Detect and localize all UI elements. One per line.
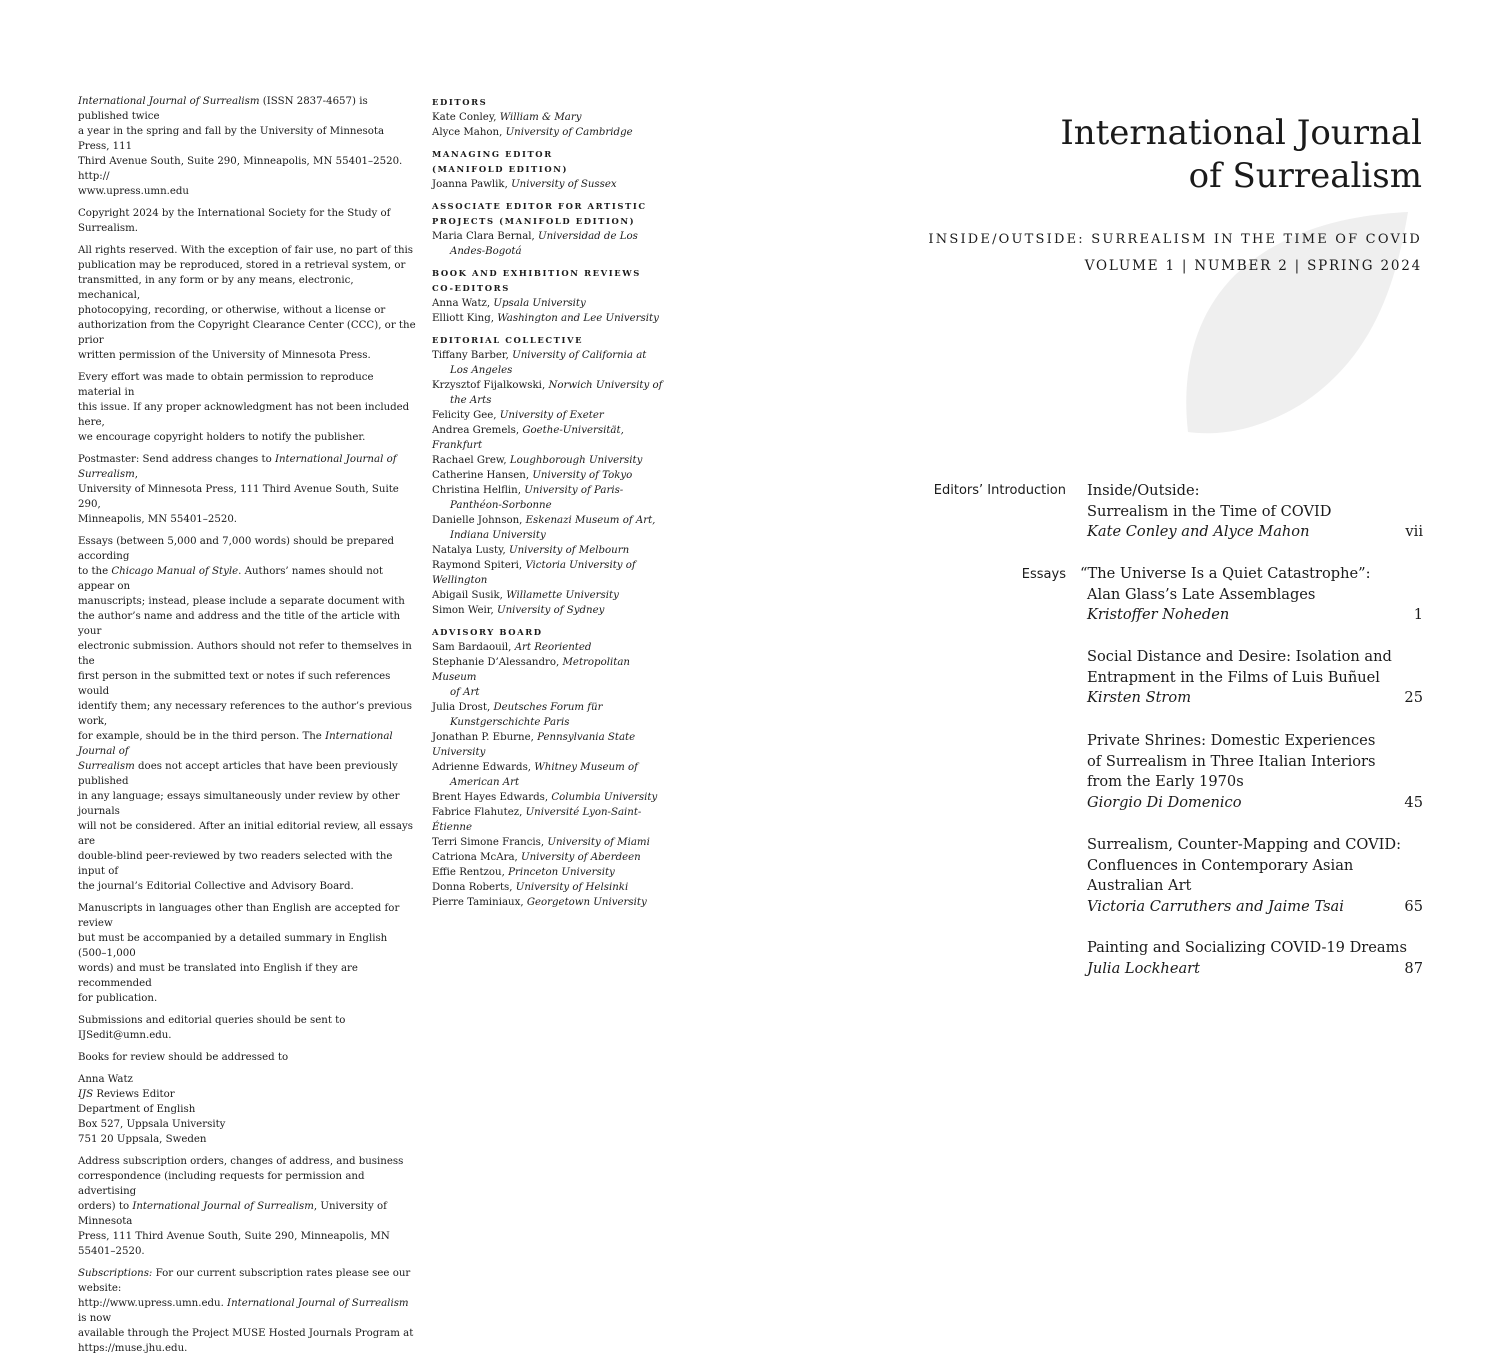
toc-entry	[1087, 647, 1423, 709]
toc-entry-title-line: Private Shrines: Domestic Experiences	[1087, 732, 1376, 749]
imprint-line: correspondence (including requests for permission and advertising	[78, 1171, 365, 1197]
imprint-line: electronic submission. Authors should not refer to themselves in the	[78, 641, 412, 667]
toc-entry-title-line: Inside/Outside:	[1087, 482, 1200, 499]
masthead-entry	[432, 311, 667, 326]
imprint-line: the journal’s Editorial Collective and Advisory Board.	[78, 881, 354, 892]
imprint-line: International Journal of Surrealism (ISSN 2837-4657) is published twice	[78, 96, 368, 122]
imprint-line: Submissions and editorial queries should be sent to IJSedit@umn.edu.	[78, 1015, 346, 1041]
masthead-affiliation: Georgetown University	[526, 897, 647, 908]
masthead-name: Abigail Susik,	[432, 590, 503, 601]
imprint-line: www.upress.umn.edu	[78, 186, 189, 197]
masthead-affiliation: Eskenazi Museum of Art,	[525, 515, 656, 526]
imprint-line: manuscripts; instead, please include a separate document with	[78, 596, 405, 607]
masthead-affiliation: Deutsches Forum für	[493, 702, 603, 713]
masthead-entry	[432, 229, 667, 259]
masthead-name: Donna Roberts,	[432, 882, 513, 893]
toc-entry	[1087, 835, 1423, 918]
masthead-name: Stephanie D’Alessandro,	[432, 657, 560, 668]
masthead-entry	[432, 125, 667, 140]
masthead-entry	[432, 177, 667, 192]
imprint-line: Anna Watz	[78, 1074, 133, 1085]
masthead-name: Sam Bardaouil,	[432, 642, 512, 653]
masthead-affiliation: Goethe-Universität, Frankfurt	[432, 425, 624, 451]
imprint-line: this issue. If any proper acknowledgment has not been included here,	[78, 402, 410, 428]
issue-volume: VOLUME 1 | NUMBER 2 | SPRING 2024	[1084, 258, 1422, 274]
masthead-entry	[432, 468, 667, 483]
masthead-section-heading: (MANIFOLD EDITION)	[432, 164, 569, 174]
imprint-line: for publication.	[78, 993, 158, 1004]
imprint-paragraph	[78, 1072, 418, 1147]
masthead-entry	[432, 835, 667, 850]
imprint-line: Surrealism does not accept articles that have been previously published	[78, 761, 398, 787]
masthead-affiliation: American Art	[450, 777, 520, 788]
imprint-line: publication may be reproduced, stored in a retrieval system, or	[78, 260, 406, 271]
masthead-entry	[432, 865, 667, 880]
imprint-paragraph	[78, 1266, 418, 1356]
toc-entry	[1087, 938, 1423, 979]
masthead-name: Rachael Grew,	[432, 455, 507, 466]
imprint-line: Third Avenue South, Suite 290, Minneapolis, MN 55401–2520. http://	[78, 156, 403, 182]
masthead-affiliation: University of Sydney	[497, 605, 605, 616]
masthead-affiliation: Willamette University	[506, 590, 619, 601]
imprint-line: available through the Project MUSE Hosted Journals Program at	[78, 1328, 414, 1339]
masthead-section-heading: ASSOCIATE EDITOR FOR ARTISTIC	[432, 201, 647, 211]
masthead-entry	[432, 378, 667, 408]
imprint-line: All rights reserved. With the exception of fair use, no part of this	[78, 245, 414, 256]
masthead-name: Julia Drost,	[432, 702, 491, 713]
masthead-entry	[432, 895, 667, 910]
imprint-line: Postmaster: Send address changes to International Journal of Surrealism,	[78, 454, 397, 480]
toc-entry-page-number: 65	[1404, 898, 1423, 916]
toc-entry-author: Kirsten Strom	[1087, 689, 1192, 707]
masthead-affiliation: Pennsylvania State University	[432, 732, 636, 758]
masthead-affiliation: of Art	[450, 687, 480, 698]
masthead-section-heading: EDITORS	[432, 97, 488, 107]
masthead-section-heading: PROJECTS (MANIFOLD EDITION)	[432, 216, 636, 226]
masthead-entry	[432, 588, 667, 603]
toc-entry-title-line: Confluences in Contemporary Asian	[1087, 856, 1354, 874]
masthead-affiliation: Washington and Lee University	[497, 313, 659, 324]
imprint-line: will not be considered. After an initial editorial review, all essays are	[78, 821, 413, 847]
masthead-name: Adrienne Edwards,	[432, 762, 532, 773]
masthead-section	[432, 625, 667, 910]
masthead-affiliation: Upsala University	[493, 298, 586, 309]
imprint-line: words) and must be translated into English if they are recommended	[78, 963, 358, 989]
masthead-name: Joanna Pawlik,	[432, 179, 508, 190]
toc-entry-page-number: 1	[1413, 606, 1423, 624]
imprint-line: Essays (between 5,000 and 7,000 words) should be prepared according	[78, 536, 394, 562]
toc-section-essays: Essays	[1021, 567, 1066, 582]
masthead-entry	[432, 543, 667, 558]
imprint-line: IJS Reviews Editor	[78, 1089, 175, 1100]
masthead-entry	[432, 558, 667, 588]
masthead-name: Natalya Lusty,	[432, 545, 506, 556]
imprint-line: the author’s name and address and the title of the article with your	[78, 611, 401, 637]
imprint-line: Minneapolis, MN 55401–2520.	[78, 514, 238, 525]
masthead-section	[432, 266, 667, 326]
imprint-paragraph	[78, 534, 418, 894]
masthead-entry	[432, 483, 667, 513]
masthead-name: Krzysztof Fijalkowski,	[432, 380, 546, 391]
imprint-line: Surrealism.	[78, 223, 139, 234]
imprint-paragraph	[78, 1013, 418, 1043]
masthead-name: Raymond Spiteri,	[432, 560, 523, 571]
masthead-section	[432, 95, 667, 140]
masthead-name: Alyce Mahon,	[432, 127, 503, 138]
imprint-line: double-blind peer-reviewed by two readers selected with the input of	[78, 851, 393, 877]
masthead-affiliation: University of Aberdeen	[521, 852, 641, 863]
imprint-line: written permission of the University of Minnesota Press.	[78, 350, 371, 361]
masthead-affiliation: Kunstgerschichte Paris	[450, 717, 570, 728]
masthead-name: Felicity Gee,	[432, 410, 497, 421]
masthead-name: Danielle Johnson,	[432, 515, 526, 526]
masthead-name: Kate Conley,	[432, 112, 497, 123]
masthead-name: Catherine Hansen,	[432, 470, 530, 481]
masthead-name: Anna Watz,	[432, 298, 491, 309]
imprint-paragraph	[78, 94, 418, 199]
masthead-section	[432, 199, 667, 259]
masthead-name: Fabrice Flahutez,	[432, 807, 523, 818]
masthead-entry	[432, 348, 667, 378]
imprint-line: Address subscription orders, changes of address, and business	[78, 1156, 404, 1167]
masthead-affiliation: Whitney Museum of	[534, 762, 638, 773]
masthead-affiliation: University of Paris-	[524, 485, 624, 496]
masthead-name: Catriona McAra,	[432, 852, 522, 863]
masthead-affiliation: Universidad de Los	[538, 231, 638, 242]
masthead-entry	[432, 655, 667, 700]
toc-entry	[1087, 481, 1423, 543]
masthead-name: Tiffany Barber,	[432, 350, 509, 361]
journal-title	[862, 112, 1422, 198]
imprint-line: https://muse.jhu.edu.	[78, 1343, 188, 1354]
imprint-line: University of Minnesota Press, 111 Third Avenue South, Suite 290,	[78, 484, 399, 510]
toc-entry-page-number: vii	[1405, 523, 1423, 541]
toc-entry-author: Julia Lockheart	[1087, 959, 1200, 977]
masthead-affiliation: University of Sussex	[511, 179, 617, 190]
imprint-line: Press, 111 Third Avenue South, Suite 290, Minneapolis, MN 55401–2520.	[78, 1231, 390, 1257]
toc-entry	[1080, 564, 1423, 626]
masthead-affiliation: University of California at	[512, 350, 647, 361]
masthead-affiliation: Norwich University of	[548, 380, 663, 391]
imprint-paragraph	[78, 243, 418, 363]
masthead-name: Andrea Gremels,	[432, 425, 520, 436]
imprint-line: a year in the spring and fall by the University of Minnesota Press, 111	[78, 126, 385, 152]
imprint-paragraph	[78, 452, 418, 527]
issue-subtitle: INSIDE/OUTSIDE: SURREALISM IN THE TIME OF COVID	[928, 232, 1422, 247]
masthead-entry	[432, 296, 667, 311]
toc-entry-author: Kristoffer Noheden	[1087, 606, 1230, 624]
imprint-line: first person in the submitted text or notes if such references would	[78, 671, 391, 697]
toc-entry-author: Kate Conley and Alyce Mahon	[1087, 523, 1310, 541]
masthead-affiliation: Los Angeles	[450, 365, 513, 376]
masthead-affiliation: Indiana University	[450, 530, 546, 541]
masthead-section-heading: EDITORIAL COLLECTIVE	[432, 335, 584, 345]
masthead-entry	[432, 850, 667, 865]
masthead-section-heading: CO-EDITORS	[432, 283, 510, 293]
toc-entry-title-line: Surrealism in the Time of COVID	[1087, 502, 1332, 520]
masthead-entry	[432, 603, 667, 618]
toc-entry-title-line: Alan Glass’s Late Assemblages	[1087, 585, 1316, 603]
masthead-affiliation: Art Reoriented	[514, 642, 592, 653]
masthead-column	[432, 95, 667, 917]
masthead-name: Pierre Taminiaux,	[432, 897, 524, 908]
imprint-line: Subscriptions: For our current subscription rates please see our website:	[78, 1268, 411, 1294]
masthead-entry	[432, 453, 667, 468]
masthead-name: Effie Rentzou,	[432, 867, 505, 878]
masthead-entry	[432, 513, 667, 543]
toc-entry-title-line: “The Universe Is a Quiet Catastrophe”:	[1080, 565, 1371, 582]
toc-entry-page-number: 45	[1404, 794, 1423, 812]
masthead-entry	[432, 790, 667, 805]
masthead-name: Maria Clara Bernal,	[432, 231, 535, 242]
masthead-entry	[432, 423, 667, 453]
masthead-section-heading: BOOK AND EXHIBITION REVIEWS	[432, 268, 641, 278]
toc-entry-page-number: 87	[1404, 959, 1423, 977]
imprint-line: to the Chicago Manual of Style. Authors’ names should not appear on	[78, 566, 383, 592]
toc-entry-title-line: from the Early 1970s	[1087, 773, 1244, 791]
masthead-name: Elliott King,	[432, 313, 494, 324]
masthead-name: Brent Hayes Edwards,	[432, 792, 549, 803]
imprint-line: Manuscripts in languages other than English are accepted for review	[78, 903, 400, 929]
toc-entry	[1087, 731, 1423, 814]
imprint-line: orders) to International Journal of Surrealism, University of Minnesota	[78, 1201, 387, 1227]
toc-entry-page-number: 25	[1404, 689, 1423, 707]
imprint-paragraph	[78, 901, 418, 1006]
toc-entry-title-line: Surrealism, Counter-Mapping and COVID:	[1087, 836, 1402, 853]
masthead-section-heading: ADVISORY BOARD	[432, 627, 543, 637]
masthead-affiliation: University of Helsinki	[515, 882, 629, 893]
imprint-line: for example, should be in the third person. The International Journal of	[78, 731, 393, 757]
imprint-paragraph	[78, 370, 418, 445]
masthead-affiliation: University of Melbourn	[509, 545, 630, 556]
masthead-name: Christina Helflin,	[432, 485, 525, 496]
masthead-affiliation: Victoria University of Wellington	[432, 560, 636, 586]
imprint-line: but must be accompanied by a detailed summary in English (500–1,000	[78, 933, 388, 959]
imprint-line: 751 20 Uppsala, Sweden	[78, 1134, 207, 1145]
journal-title-line2: of Surrealism	[1188, 156, 1422, 196]
toc-entry-title-line: Australian Art	[1087, 877, 1192, 895]
masthead-affiliation: the Arts	[450, 395, 492, 406]
masthead-affiliation: University of Exeter	[499, 410, 604, 421]
masthead-affiliation: Princeton University	[508, 867, 615, 878]
masthead-name: Jonathan P. Eburne,	[432, 732, 534, 743]
masthead-affiliation: Panthéon-Sorbonne	[450, 500, 552, 511]
imprint-line: Books for review should be addressed to	[78, 1052, 289, 1063]
masthead-affiliation: University of Tokyo	[532, 470, 633, 481]
imprint-line: in any language; essays simultaneously under review by other journals	[78, 791, 400, 817]
imprint-paragraph	[78, 1050, 418, 1065]
masthead-affiliation: University of Miami	[547, 837, 650, 848]
imprint-line: http://www.upress.umn.edu. International Journal of Surrealism is now	[78, 1298, 409, 1324]
toc-entry-title-line: of Surrealism in Three Italian Interiors	[1087, 752, 1376, 770]
imprint-line: transmitted, in any form or by any means, electronic, mechanical,	[78, 275, 354, 301]
imprint-column	[78, 94, 418, 1363]
toc-section-editors-introduction: Editors’ Introduction	[933, 483, 1066, 498]
imprint-paragraph	[78, 206, 418, 236]
masthead-entry	[432, 880, 667, 895]
imprint-line: identify them; any necessary references to the author’s previous work,	[78, 701, 412, 727]
masthead-entry	[432, 408, 667, 423]
masthead-affiliation: University of Cambridge	[505, 127, 633, 138]
masthead-name: Terri Simone Francis,	[432, 837, 545, 848]
masthead-affiliation: Loughborough University	[509, 455, 643, 466]
masthead-entry	[432, 730, 667, 760]
masthead-entry	[432, 700, 667, 730]
masthead-section-heading: MANAGING EDITOR	[432, 149, 553, 159]
toc-entry-title-line: Entrapment in the Films of Luis Buñuel	[1087, 668, 1380, 686]
journal-title-line1: International Journal	[1060, 113, 1422, 153]
toc-entry-author: Giorgio Di Domenico	[1087, 794, 1242, 812]
masthead-name: Simon Weir,	[432, 605, 494, 616]
masthead-entry	[432, 640, 667, 655]
masthead-affiliation: Université Lyon-Saint-Étienne	[432, 807, 642, 833]
imprint-line: authorization from the Copyright Clearance Center (CCC), or the prior	[78, 320, 416, 346]
toc-entry-title-line: Painting and Socializing COVID-19 Dreams	[1087, 939, 1407, 956]
imprint-paragraph	[78, 1154, 418, 1259]
toc-entry-author: Victoria Carruthers and Jaime Tsai	[1087, 898, 1344, 916]
imprint-line: Every effort was made to obtain permission to reproduce material in	[78, 372, 374, 398]
imprint-line: Box 527, Uppsala University	[78, 1119, 226, 1130]
masthead-affiliation: Metropolitan Museum	[432, 657, 630, 683]
masthead-affiliation: Columbia University	[551, 792, 658, 803]
imprint-line: photocopying, recording, or otherwise, without a license or	[78, 305, 386, 316]
toc-entry-title-line: Social Distance and Desire: Isolation and	[1087, 648, 1392, 665]
masthead-entry	[432, 805, 667, 835]
masthead-affiliation: William & Mary	[499, 112, 582, 123]
masthead-entry	[432, 760, 667, 790]
imprint-line: Copyright 2024 by the International Society for the Study of	[78, 208, 391, 219]
masthead-section	[432, 333, 667, 618]
masthead-entry	[432, 110, 667, 125]
imprint-line: Department of English	[78, 1104, 196, 1115]
masthead-affiliation: Andes-Bogotá	[450, 246, 522, 257]
imprint-line: we encourage copyright holders to notify the publisher.	[78, 432, 366, 443]
masthead-section	[432, 147, 667, 192]
